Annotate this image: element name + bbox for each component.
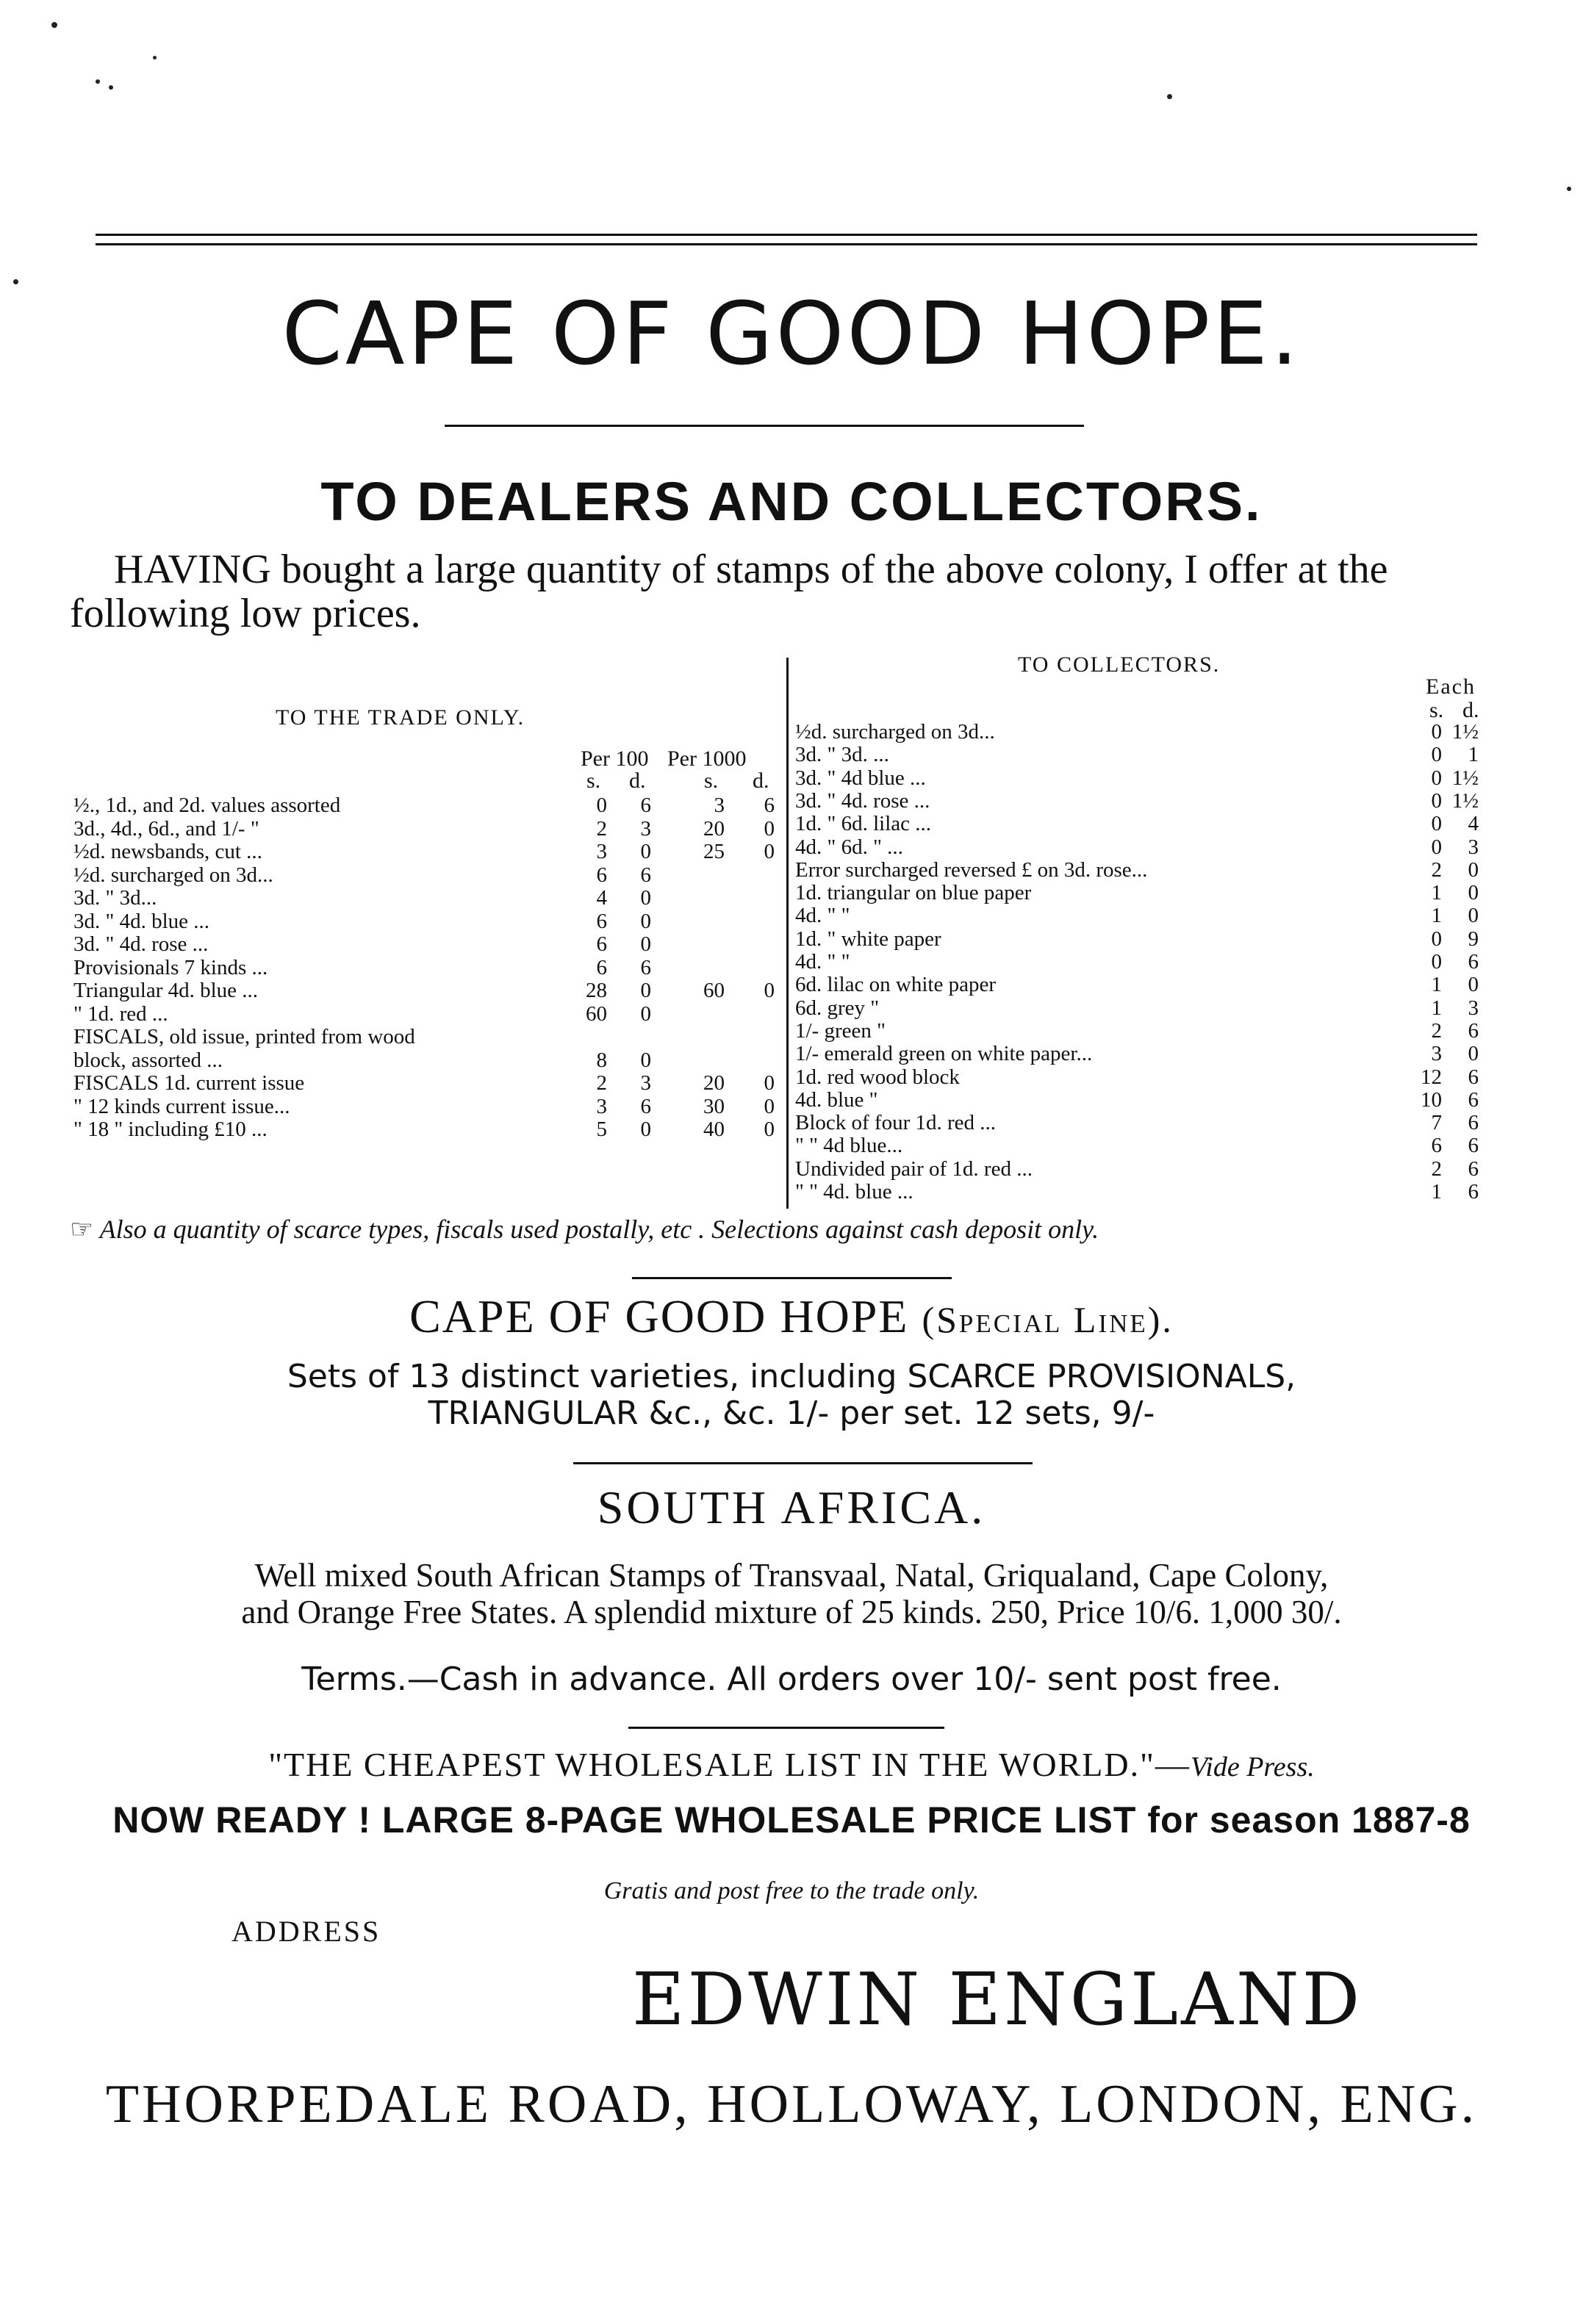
each-pence: 9 bbox=[1468, 927, 1479, 951]
trade-row bbox=[73, 1048, 779, 1072]
special-title-main: CAPE OF GOOD HOPE bbox=[409, 1290, 909, 1342]
unit-d: d. bbox=[1462, 698, 1479, 722]
trade-row bbox=[73, 1118, 779, 1141]
per100-pence: 0 bbox=[640, 1118, 651, 1141]
per100-shillings: 8 bbox=[596, 1048, 607, 1072]
per100-shillings: 6 bbox=[596, 955, 607, 979]
divider bbox=[632, 1277, 952, 1279]
per100-pence: 3 bbox=[640, 816, 651, 841]
special-title bbox=[0, 1289, 1583, 1344]
collectors-row bbox=[795, 973, 1486, 996]
note-text: Also a quantity of scarce types, fiscals used postally, etc . Selections against cash deposit only. bbox=[99, 1215, 1099, 1244]
each-pence: 6 bbox=[1468, 1134, 1479, 1158]
trade-row-description: ½d. surcharged on 3d... bbox=[73, 863, 273, 887]
per100-shillings: 6 bbox=[596, 863, 607, 887]
each-pence: 6 bbox=[1468, 1111, 1479, 1135]
trade-row bbox=[73, 863, 779, 887]
collectors-row bbox=[795, 1180, 1486, 1204]
per1000-shillings: 60 bbox=[703, 979, 725, 1002]
column-divider bbox=[786, 658, 789, 1209]
per100-shillings: 2 bbox=[596, 1071, 607, 1095]
per1000-shillings: 25 bbox=[703, 840, 725, 863]
page-title: CAPE OF GOOD HOPE. bbox=[281, 283, 1302, 384]
trade-row-description: Provisionals 7 kinds ... bbox=[73, 955, 268, 979]
subtitle: TO DEALERS AND COLLECTORS. bbox=[320, 471, 1263, 532]
collectors-row bbox=[795, 1065, 1486, 1089]
collectors-row-description: 1d. triangular on blue paper bbox=[795, 881, 1032, 905]
each-header: Each bbox=[1426, 674, 1476, 699]
speck bbox=[153, 56, 157, 60]
per1000-shillings: 30 bbox=[703, 1094, 725, 1118]
each-pence: 6 bbox=[1468, 1065, 1479, 1089]
collectors-row bbox=[795, 858, 1486, 882]
each-shillings: 3 bbox=[1431, 1042, 1442, 1066]
each-shillings: 7 bbox=[1431, 1111, 1442, 1135]
per100-pence: 0 bbox=[640, 1001, 651, 1026]
collectors-row bbox=[795, 743, 1486, 766]
each-shillings: 0 bbox=[1431, 927, 1442, 951]
per100-pence: 6 bbox=[640, 794, 651, 817]
quote-source: Vide Press. bbox=[1190, 1752, 1315, 1782]
per100-shillings: 28 bbox=[586, 979, 607, 1002]
collectors-row-description: 3d. " 4d blue ... bbox=[795, 766, 926, 790]
each-pence: 1½ bbox=[1451, 720, 1479, 744]
per100-shillings: 2 bbox=[596, 816, 607, 841]
collectors-row bbox=[795, 1088, 1486, 1112]
per100-shillings: 6 bbox=[596, 932, 607, 956]
trade-heading: TO THE TRADE ONLY. bbox=[276, 705, 525, 730]
collectors-row-description: 6d. grey " bbox=[795, 996, 880, 1020]
speck bbox=[96, 79, 100, 84]
collectors-row bbox=[795, 1134, 1486, 1157]
each-pence: 0 bbox=[1468, 973, 1479, 997]
per1000-shillings: 40 bbox=[703, 1118, 725, 1141]
gratis-line: Gratis and post free to the trade only. bbox=[603, 1877, 980, 1904]
per100-pence: 0 bbox=[640, 932, 651, 956]
each-pence: 6 bbox=[1468, 1018, 1479, 1043]
per100-shillings: 3 bbox=[596, 1094, 607, 1118]
collectors-row bbox=[795, 1019, 1486, 1043]
collectors-row-description: ½d. surcharged on 3d... bbox=[795, 720, 995, 744]
each-shillings: 0 bbox=[1431, 812, 1442, 836]
collectors-row bbox=[795, 881, 1486, 904]
collectors-row bbox=[795, 950, 1486, 974]
collectors-row-description: 4d. " " bbox=[795, 904, 850, 928]
per100-shillings: 60 bbox=[586, 1001, 607, 1026]
each-pence: 1 bbox=[1468, 743, 1479, 767]
trade-row bbox=[73, 956, 779, 979]
each-shillings: 1 bbox=[1431, 1180, 1442, 1204]
divider bbox=[445, 425, 1084, 427]
special-line-2: TRIANGULAR &c., &c. 1/- per set. 12 sets, 9/- bbox=[428, 1395, 1155, 1432]
trade-row-description: 3d. " 4d. rose ... bbox=[73, 932, 209, 956]
each-shillings: 2 bbox=[1431, 1156, 1442, 1181]
collectors-row-description: 1/- emerald green on white paper... bbox=[795, 1042, 1093, 1066]
divider bbox=[573, 1462, 1033, 1464]
each-shillings: 1 bbox=[1431, 996, 1442, 1020]
per1000-pence: 0 bbox=[764, 1118, 775, 1141]
per100-pence: 6 bbox=[640, 863, 651, 887]
per100-pence: 0 bbox=[640, 979, 651, 1002]
unit-s: s. bbox=[1429, 698, 1444, 722]
per100-pence: 0 bbox=[640, 840, 651, 863]
per100-shillings: 6 bbox=[596, 909, 607, 933]
each-shillings: 1 bbox=[1431, 904, 1442, 928]
each-shillings: 0 bbox=[1431, 950, 1442, 974]
each-pence: 6 bbox=[1468, 950, 1479, 974]
each-shillings: 6 bbox=[1431, 1134, 1442, 1158]
collectors-row bbox=[795, 904, 1486, 927]
each-shillings: 10 bbox=[1421, 1087, 1442, 1112]
trade-row bbox=[73, 1095, 779, 1118]
per100-shillings: 3 bbox=[596, 840, 607, 863]
trade-row bbox=[73, 1071, 779, 1095]
pointing-hand-icon: ☞ bbox=[70, 1215, 94, 1244]
unit-s: s. bbox=[586, 769, 601, 793]
collectors-row bbox=[795, 720, 1486, 744]
per1000-shillings: 20 bbox=[703, 1071, 725, 1095]
each-pence: 0 bbox=[1468, 1042, 1479, 1066]
collectors-row-description: 4d. " " bbox=[795, 950, 850, 974]
per100-header: Per 100 bbox=[581, 747, 649, 771]
trade-row-description: FISCALS, old issue, printed from wood bbox=[73, 1025, 415, 1048]
per100-pence: 0 bbox=[640, 1048, 651, 1072]
trade-row-description: Triangular 4d. blue ... bbox=[73, 979, 259, 1002]
speck bbox=[51, 22, 57, 28]
divider bbox=[628, 1727, 944, 1729]
per100-pence: 3 bbox=[640, 1071, 651, 1095]
per1000-pence: 0 bbox=[764, 979, 775, 1002]
each-pence: 6 bbox=[1468, 1156, 1479, 1181]
each-shillings: 2 bbox=[1431, 857, 1442, 882]
trade-row bbox=[73, 794, 779, 817]
per1000-header: Per 1000 bbox=[667, 747, 747, 771]
trade-row-description: FISCALS 1d. current issue bbox=[73, 1071, 305, 1095]
merchant-name: EDWIN ENGLAND bbox=[632, 1958, 1363, 2042]
speck bbox=[1167, 94, 1172, 99]
each-pence: 3 bbox=[1468, 996, 1479, 1020]
collectors-row-description: 4d. blue " bbox=[795, 1087, 878, 1112]
speck bbox=[109, 85, 113, 90]
each-pence: 1½ bbox=[1451, 788, 1479, 813]
quote-line bbox=[0, 1745, 1583, 1784]
collectors-row-description: 1/- green " bbox=[795, 1018, 886, 1043]
per100-shillings: 5 bbox=[596, 1118, 607, 1141]
each-shillings: 0 bbox=[1431, 720, 1442, 744]
trade-row bbox=[73, 932, 779, 956]
per100-pence: 0 bbox=[640, 909, 651, 933]
special-title-suffix: (Special Line). bbox=[922, 1299, 1174, 1340]
trade-row-description: 3d. " 3d... bbox=[73, 886, 157, 910]
each-pence: 4 bbox=[1468, 812, 1479, 836]
each-shillings: 12 bbox=[1421, 1065, 1442, 1089]
trade-row bbox=[73, 1025, 779, 1048]
each-pence: 0 bbox=[1468, 904, 1479, 928]
trade-row-description: " 18 " including £10 ... bbox=[73, 1118, 268, 1141]
collectors-row-description: 4d. " 6d. " ... bbox=[795, 835, 903, 859]
each-shillings: 0 bbox=[1431, 743, 1442, 767]
each-shillings: 0 bbox=[1431, 766, 1442, 790]
collectors-row bbox=[795, 1042, 1486, 1065]
collectors-row bbox=[795, 996, 1486, 1020]
trade-row bbox=[73, 817, 779, 841]
collectors-row-description: Error surcharged reversed £ on 3d. rose... bbox=[795, 857, 1148, 882]
each-pence: 0 bbox=[1468, 857, 1479, 882]
trade-row-description: block, assorted ... bbox=[73, 1048, 223, 1072]
trade-row bbox=[73, 840, 779, 863]
each-pence: 1½ bbox=[1451, 766, 1479, 790]
trade-row-description: ½d. newsbands, cut ... bbox=[73, 840, 262, 863]
now-ready-line: NOW READY ! LARGE 8-PAGE WHOLESALE PRICE LIST for season 1887-8 bbox=[112, 1799, 1471, 1841]
each-pence: 6 bbox=[1468, 1087, 1479, 1112]
collectors-row bbox=[795, 789, 1486, 813]
collectors-row-description: 1d. " white paper bbox=[795, 927, 941, 951]
collectors-row bbox=[795, 812, 1486, 835]
collectors-row bbox=[795, 766, 1486, 790]
collectors-row bbox=[795, 1111, 1486, 1134]
per1000-pence: 0 bbox=[764, 1094, 775, 1118]
per1000-pence: 6 bbox=[764, 794, 775, 817]
trade-row-description: ½., 1d., and 2d. values assorted bbox=[73, 794, 341, 817]
intro-paragraph: HAVING bought a large quantity of stamps of the above colony, I offer at the following low prices. bbox=[70, 547, 1388, 636]
collectors-heading: TO COLLECTORS. bbox=[1018, 652, 1221, 677]
per100-pence: 0 bbox=[640, 886, 651, 910]
collectors-row-description: 1d. " 6d. lilac ... bbox=[795, 812, 932, 836]
collectors-row-description: 3d. " 3d. ... bbox=[795, 743, 889, 767]
per100-shillings: 0 bbox=[596, 794, 607, 817]
south-africa-line-1: Well mixed South African Stamps of Transvaal, Natal, Griqualand, Cape Colony, bbox=[254, 1557, 1329, 1594]
trade-row-description: 3d. " 4d. blue ... bbox=[73, 909, 210, 933]
note-line bbox=[70, 1214, 1099, 1245]
each-shillings: 1 bbox=[1431, 973, 1442, 997]
trade-row bbox=[73, 979, 779, 1002]
collectors-row-description: " " 4d. blue ... bbox=[795, 1180, 913, 1204]
each-pence: 6 bbox=[1468, 1180, 1479, 1204]
street-address: THORPEDALE ROAD, HOLLOWAY, LONDON, ENG. bbox=[105, 2074, 1478, 2134]
collectors-row-description: 1d. red wood block bbox=[795, 1065, 960, 1089]
each-pence: 0 bbox=[1468, 881, 1479, 905]
trade-row-description: " 12 kinds current issue... bbox=[73, 1094, 290, 1118]
per1000-shillings: 3 bbox=[714, 794, 725, 817]
terms-line: Terms.—Cash in advance. All orders over 10/- sent post free. bbox=[301, 1661, 1282, 1698]
trade-row bbox=[73, 1002, 779, 1026]
collectors-row bbox=[795, 927, 1486, 951]
per100-shillings: 4 bbox=[596, 886, 607, 910]
per1000-shillings: 20 bbox=[703, 816, 725, 841]
per1000-pence: 0 bbox=[764, 1071, 775, 1095]
south-africa-title: SOUTH AFRICA. bbox=[597, 1481, 986, 1533]
each-pence: 3 bbox=[1468, 835, 1479, 859]
trade-row-description: 3d., 4d., 6d., and 1/- " bbox=[73, 816, 259, 841]
unit-d: d. bbox=[753, 769, 769, 793]
unit-s: s. bbox=[704, 769, 719, 793]
each-shillings: 2 bbox=[1431, 1018, 1442, 1043]
speck bbox=[1567, 187, 1571, 191]
each-shillings: 0 bbox=[1431, 835, 1442, 859]
quote-text: "THE CHEAPEST WHOLESALE LIST IN THE WORLD."— bbox=[268, 1746, 1191, 1783]
top-double-rule bbox=[96, 234, 1477, 245]
per100-pence: 6 bbox=[640, 955, 651, 979]
address-label: ADDRESS bbox=[231, 1915, 381, 1948]
collectors-row-description: Block of four 1d. red ... bbox=[795, 1111, 997, 1135]
per1000-pence: 0 bbox=[764, 840, 775, 863]
each-shillings: 1 bbox=[1431, 881, 1442, 905]
per1000-pence: 0 bbox=[764, 816, 775, 841]
south-africa-line-2: and Orange Free States. A splendid mixture of 25 kinds. 250, Price 10/6. 1,000 30/. bbox=[241, 1594, 1342, 1630]
special-line-1: Sets of 13 distinct varieties, including SCARCE PROVISIONALS, bbox=[287, 1358, 1296, 1395]
collectors-row-description: 3d. " 4d. rose ... bbox=[795, 788, 930, 813]
collectors-row-description: Undivided pair of 1d. red ... bbox=[795, 1156, 1033, 1181]
collectors-row bbox=[795, 835, 1486, 859]
trade-row-description: " 1d. red ... bbox=[73, 1001, 168, 1026]
each-shillings: 0 bbox=[1431, 788, 1442, 813]
unit-d: d. bbox=[629, 769, 646, 793]
collectors-row bbox=[795, 1157, 1486, 1181]
trade-row bbox=[73, 886, 779, 910]
collectors-row-description: 6d. lilac on white paper bbox=[795, 973, 996, 997]
collectors-row-description: " " 4d blue... bbox=[795, 1134, 903, 1158]
trade-row bbox=[73, 910, 779, 933]
per100-pence: 6 bbox=[640, 1094, 651, 1118]
